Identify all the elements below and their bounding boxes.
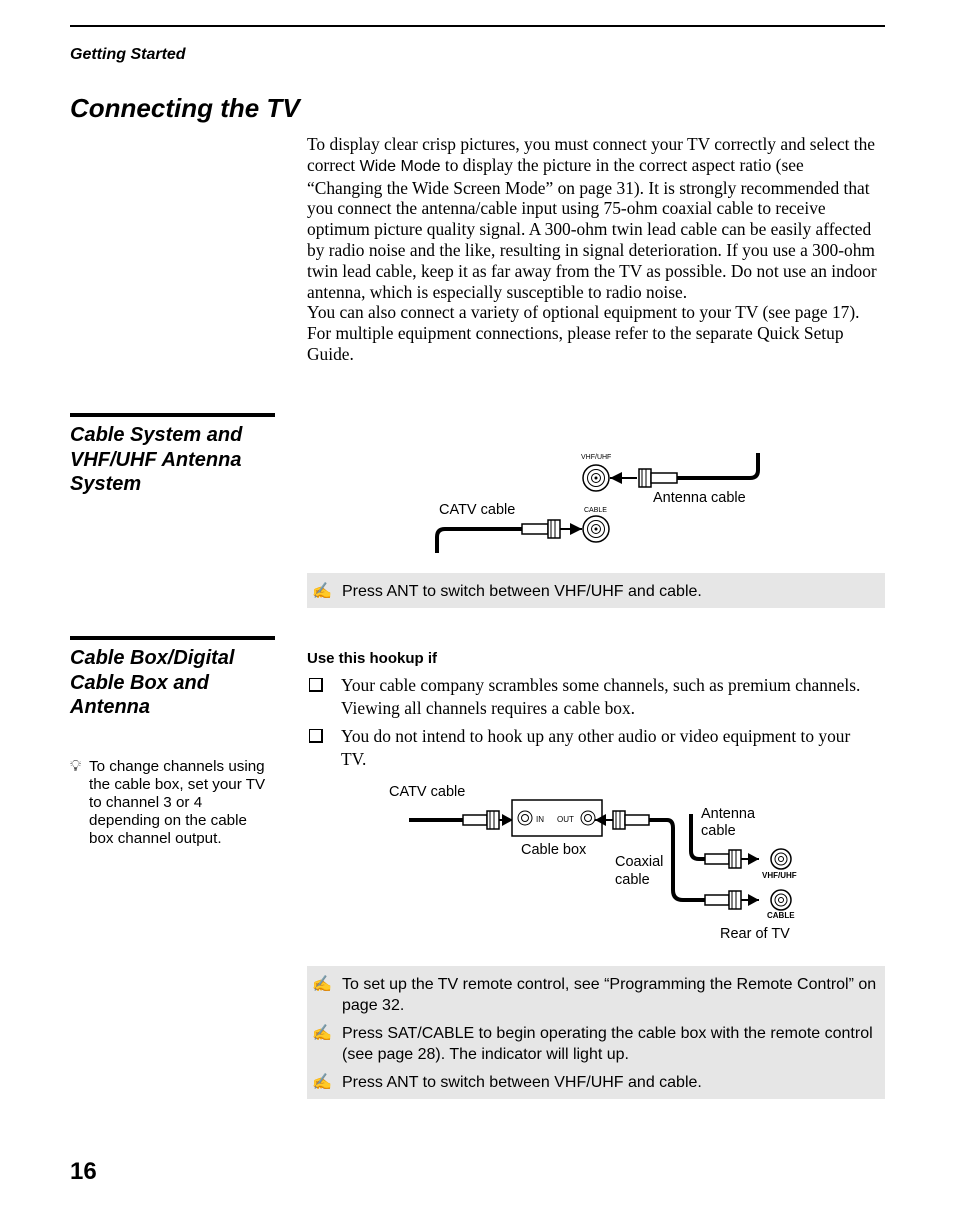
in-label: IN (536, 815, 544, 824)
checkbox-icon (309, 729, 323, 743)
vhf-uhf-label: VHF/UHF (581, 454, 612, 461)
note-item: ✍ Press ANT to switch between VHF/UHF and cable. (312, 583, 702, 600)
page-title: Connecting the TV (70, 93, 300, 123)
page-number: 16 (70, 1158, 97, 1185)
vhf-uhf-label: VHF/UHF (762, 871, 797, 880)
catv-cable (437, 520, 582, 553)
tip-lightbulb-icon: 💡︎ (70, 758, 82, 775)
vhf-uhf-jack-icon (771, 849, 791, 869)
intro-paragraph-2: You can also connect a variety of optional equipment to your TV (see page 17). For multiple equipment connections, please refer to the separate Quick Setup Guide. (307, 302, 860, 364)
antenna-cable-label: Antenna cable (653, 490, 746, 506)
catv-cable (409, 811, 513, 829)
section2-heading: Cable Box/Digital Cable Box and Antenna (70, 647, 235, 718)
note-pen-icon: ✍ (312, 1074, 332, 1091)
note-pen-icon: ✍ (312, 1025, 332, 1042)
out-label: OUT (557, 815, 574, 824)
section-label: Getting Started (70, 46, 186, 63)
antenna-cable (610, 453, 758, 487)
catv-cable-label: CATV cable (439, 502, 516, 518)
note-item: ✍ Press SAT/CABLE to begin operating the cable box with the remote control (see page 28). The indicator will light up. (312, 1025, 873, 1063)
section1-note-box (307, 573, 885, 608)
note-item: ✍ Press ANT to switch between VHF/UHF and cable. (312, 1074, 702, 1091)
vhf-uhf-jack-icon (583, 465, 609, 491)
catv-cable-label: CATV cable (389, 784, 466, 800)
section2-rule (70, 636, 275, 640)
antenna-connection-diagram (420, 445, 780, 563)
coaxial-label: cable (615, 872, 650, 888)
note-pen-icon: ✍ (312, 976, 332, 993)
cable-jack-icon (771, 890, 791, 910)
hookup-checklist (307, 674, 867, 776)
cable-box-connection-diagram (385, 778, 805, 948)
section1-rule (70, 413, 275, 417)
antenna-label: cable (701, 823, 736, 839)
cable-label: CABLE (767, 911, 795, 920)
intro-paragraph-1: To display clear crisp pictures, you must connect your TV correctly and select the correct Wide Mode to display the picture in the correct aspect ratio (see “Changing the Wide Screen Mode” on page 31). It is strongly recommended that you connect the antenna/cable input using 75-ohm coaxial cable to receive optimum picture quality signal. A 300-ohm twin lead cable can be easily affected by radio noise and the like, resulting in signal deterioration. If you use a 300-ohm twin lead cable, keep it as far away from the TV as possible. Do not use an indoor antenna, which is especially susceptible to radio noise. (307, 134, 877, 302)
cable-label: CABLE (584, 507, 607, 514)
list-item: Your cable company scrambles some channels, such as premium channels. Viewing all channels requires a cable box. (307, 674, 867, 720)
section2-note-box (307, 966, 885, 1099)
cable-jack-icon (583, 516, 609, 542)
hookup-heading: Use this hookup if (307, 650, 438, 667)
note-item: ✍ To set up the TV remote control, see “Programming the Remote Control” on page 32. (312, 976, 877, 1014)
rear-of-tv-label: Rear of TV (720, 926, 790, 942)
top-rule (70, 25, 885, 27)
note-pen-icon: ✍ (312, 583, 332, 600)
cable-box-label: Cable box (521, 842, 587, 858)
checkbox-icon (309, 678, 323, 692)
list-item: You do not intend to hook up any other audio or video equipment to your TV. (307, 725, 867, 771)
tip: 💡︎ To change channels using the cable box, set your TV to channel 3 or 4 depending on the cable box channel output. (70, 758, 266, 847)
coaxial-label: Coaxial (615, 854, 664, 870)
wide-mode-term: Wide Mode (359, 157, 441, 175)
section1-heading: Cable System and VHF/UHF Antenna System (70, 424, 243, 495)
antenna-label: Antenna (701, 806, 756, 822)
intro-text (307, 134, 882, 365)
